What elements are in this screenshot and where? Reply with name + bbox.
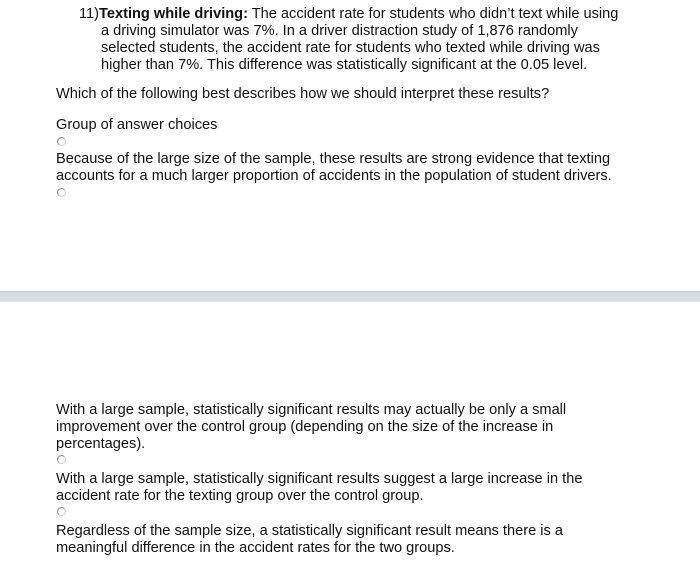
answer-radio-0[interactable] [57, 137, 66, 146]
question-line: higher than 7%. This difference was statistically significant at the 0.05 level. [101, 57, 588, 73]
answer-choice-2[interactable] [56, 471, 656, 505]
question-number: 11) [79, 6, 100, 22]
answer-radio-1[interactable] [57, 188, 66, 197]
answer-choice-1[interactable] [56, 402, 656, 453]
answer-line: With a large sample, statistically significant results suggest a large increase in the [56, 471, 583, 487]
answer-line: percentages). [56, 436, 146, 452]
choices-label: Group of answer choices [56, 117, 218, 133]
answer-line: meaningful difference in the accident rates for the two groups. [56, 540, 455, 556]
answer-line: Regardless of the sample size, a statistically significant result means there is a [56, 523, 563, 539]
answer-line: With a large sample, statistically significant results may actually be only a small [56, 402, 567, 418]
page-divider [0, 291, 700, 302]
answer-line: improvement over the control group (depending on the size of the increase in [56, 419, 554, 435]
answer-line: accident rate for the texting group over the control group. [56, 488, 424, 504]
question-first-line [79, 6, 669, 23]
answer-radio-2[interactable] [57, 455, 66, 464]
answer-choice-3[interactable] [56, 523, 656, 557]
question-line: selected students, the accident rate for students who texted while driving was [101, 40, 600, 56]
answer-radio-3[interactable] [57, 507, 66, 516]
question-text [79, 6, 669, 74]
answer-choice-0[interactable] [56, 151, 656, 185]
question-prompt: Which of the following best describes how we should interpret these results? [56, 86, 550, 102]
question-line: The accident rate for students who didn’t text while using [247, 6, 619, 22]
answer-line: Because of the large size of the sample, these results are strong evidence that texting [56, 151, 611, 167]
answer-line: accounts for a much larger proportion of accidents in the population of student drivers. [56, 168, 612, 184]
question-title: Texting while driving: [99, 6, 248, 22]
question-line: a driving simulator was 7%. In a driver distraction study of 1,876 randomly [101, 23, 578, 39]
